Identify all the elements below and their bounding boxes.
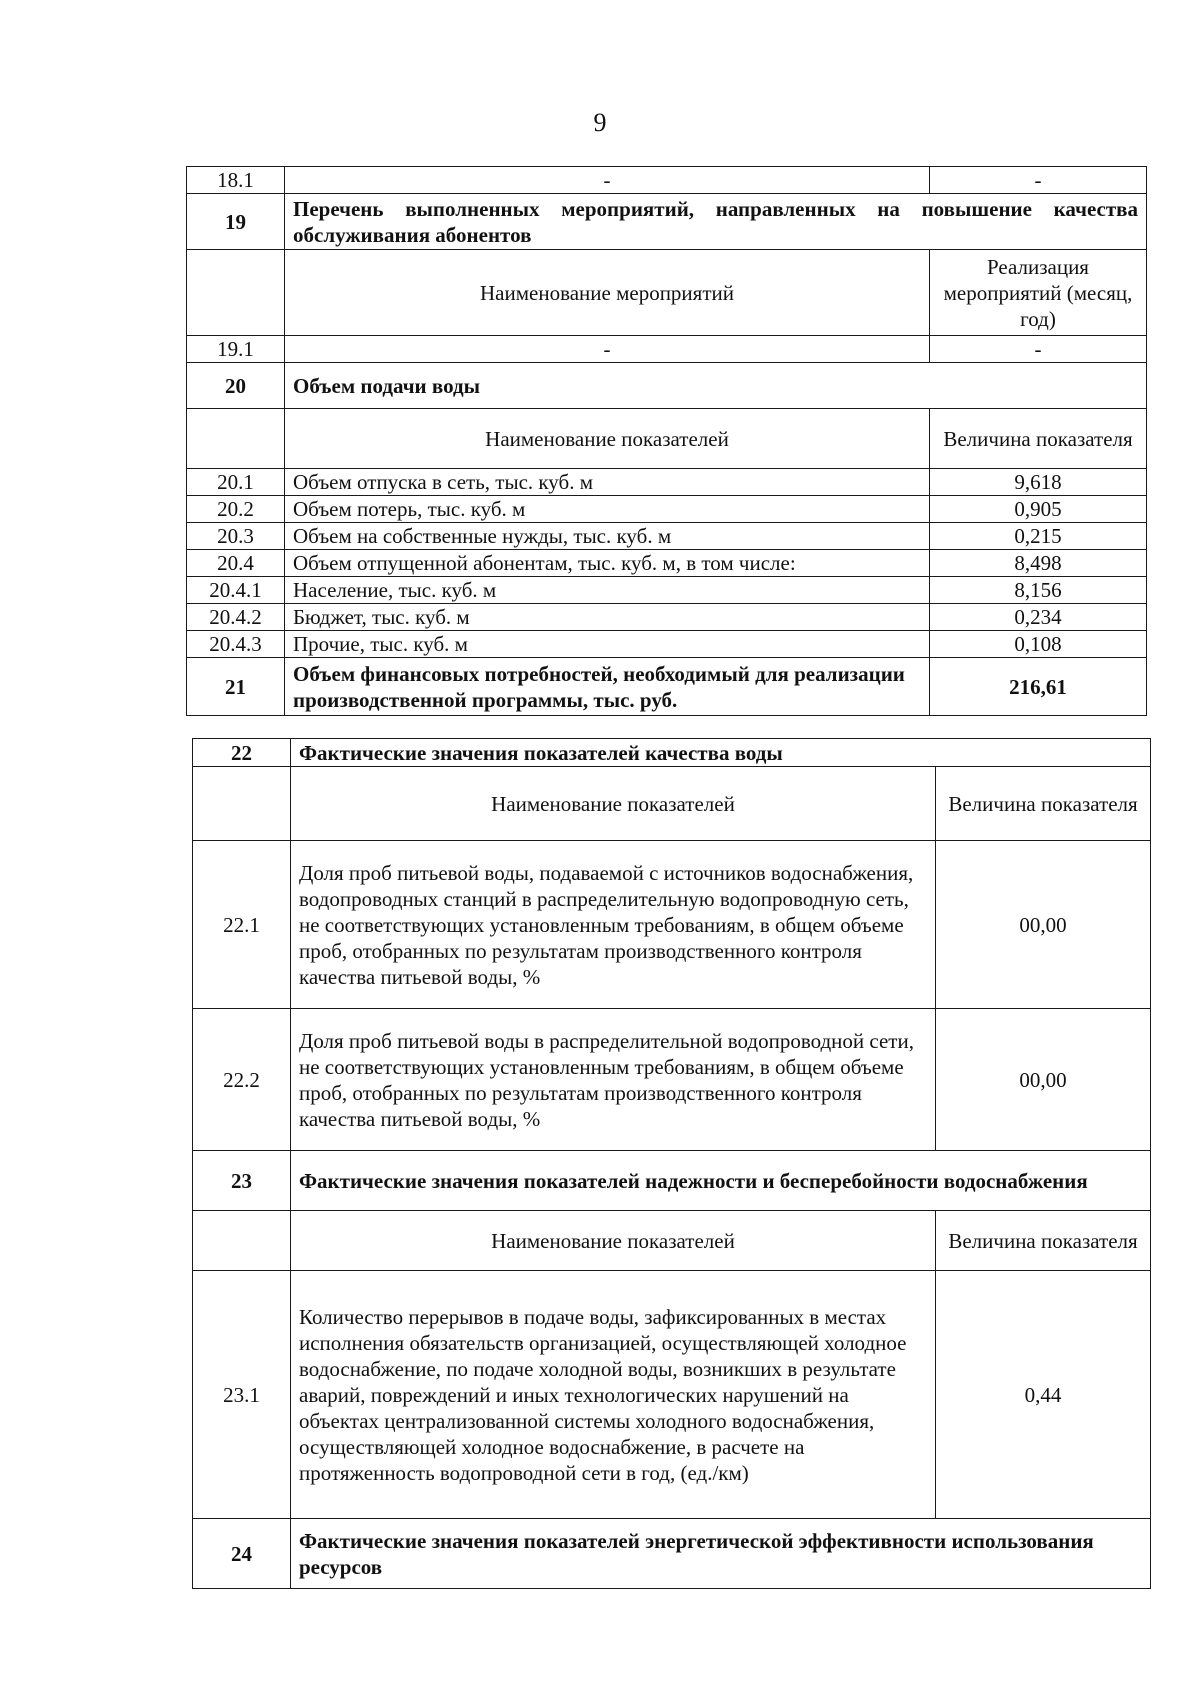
table-row (187, 577, 1147, 604)
section-number: 19 (187, 194, 285, 250)
row-value: - (930, 167, 1147, 194)
section-number: 24 (193, 1519, 291, 1589)
section-number: 21 (187, 658, 285, 716)
row-number: 18.1 (187, 167, 285, 194)
header-empty-cell (187, 409, 285, 469)
table-row-22-2 (193, 1009, 1151, 1151)
row-number: 20.4.1 (187, 577, 285, 604)
header-row-23 (193, 1211, 1151, 1271)
section-title: Объем финансовых потребностей, необходимый для реализации производственной программы, тыс. руб. (285, 658, 930, 716)
header-value: Величина показателя (930, 409, 1147, 469)
row-name: Доля проб питьевой воды в распределительной водопроводной сети, не соответствующих установленным требованиям, в общем объеме проб, отобранных по результатам производственного контроля качества питьевой воды, % (291, 1009, 936, 1151)
section-row-20 (187, 363, 1147, 409)
row-value: 8,498 (930, 550, 1147, 577)
section-row-22 (193, 739, 1151, 767)
row-value: 0,905 (930, 496, 1147, 523)
row-name: Количество перерывов в подаче воды, зафиксированных в местах исполнения обязательств организацией, осуществляющей холодное водоснабжение, по подаче холодной воды, возникших в результате аварий, повреждений и иных технологических нарушений на объектах централизованной системы холодного водоснабжения, осуществляющей холодное водоснабжение, в расчете на протяженность водопроводной сети в год, (ед./км) (291, 1271, 936, 1519)
section-title: Фактические значения показателей качества воды (291, 739, 1151, 767)
section-value: 216,61 (930, 658, 1147, 716)
section-number: 23 (193, 1151, 291, 1211)
section-title: Перечень выполненных мероприятий, направленных на повышение качества обслуживания абонентов (285, 194, 1147, 250)
row-number: 20.4.3 (187, 631, 285, 658)
section-title: Объем подачи воды (285, 363, 1147, 409)
table-row-18-1 (187, 167, 1147, 194)
row-number: 22.2 (193, 1009, 291, 1151)
header-name: Наименование показателей (291, 767, 936, 841)
row-value: 0,44 (936, 1271, 1151, 1519)
header-value: Величина показателя (936, 767, 1151, 841)
table-row (187, 550, 1147, 577)
table-row-19-1 (187, 336, 1147, 363)
row-number: 19.1 (187, 336, 285, 363)
table-row (187, 496, 1147, 523)
header-value: Величина показателя (936, 1211, 1151, 1271)
row-name: Бюджет, тыс. куб. м (285, 604, 930, 631)
section-number: 22 (193, 739, 291, 767)
header-row-19 (187, 250, 1147, 336)
header-empty-cell (193, 1211, 291, 1271)
row-number: 20.4 (187, 550, 285, 577)
row-name: Объем отпущенной абонентам, тыс. куб. м, в том числе: (285, 550, 930, 577)
row-name: Объем отпуска в сеть, тыс. куб. м (285, 469, 930, 496)
section-row-21 (187, 658, 1147, 716)
header-name: Наименование показателей (285, 409, 930, 469)
header-empty-cell (193, 767, 291, 841)
page-number: 9 (593, 108, 607, 137)
table-production-program-part1 (186, 166, 1147, 716)
row-name: Население, тыс. куб. м (285, 577, 930, 604)
table-row-22-1 (193, 841, 1151, 1009)
table-row (187, 469, 1147, 496)
row-number: 20.4.2 (187, 604, 285, 631)
section-title: Фактические значения показателей надежности и бесперебойности водоснабжения (291, 1151, 1151, 1211)
row-value: 8,156 (930, 577, 1147, 604)
row-name: Объем на собственные нужды, тыс. куб. м (285, 523, 930, 550)
section-number: 20 (187, 363, 285, 409)
row-name: Прочие, тыс. куб. м (285, 631, 930, 658)
row-number: 20.1 (187, 469, 285, 496)
header-name: Наименование мероприятий (285, 250, 930, 336)
row-value: 00,00 (936, 841, 1151, 1009)
table-row (187, 604, 1147, 631)
header-row-20 (187, 409, 1147, 469)
row-value: - (930, 336, 1147, 363)
header-value: Реализация мероприятий (месяц, год) (930, 250, 1147, 336)
section-row-23 (193, 1151, 1151, 1211)
table-row-23-1 (193, 1271, 1151, 1519)
row-number: 20.3 (187, 523, 285, 550)
section-row-24 (193, 1519, 1151, 1589)
table-row (187, 523, 1147, 550)
row-value: 0,215 (930, 523, 1147, 550)
section-row-19 (187, 194, 1147, 250)
table-production-program-part2 (192, 738, 1151, 1589)
header-name: Наименование показателей (291, 1211, 936, 1271)
section-title: Фактические значения показателей энергетической эффективности использования ресурсов (291, 1519, 1151, 1589)
row-value: 00,00 (936, 1009, 1151, 1151)
row-value: 0,108 (930, 631, 1147, 658)
row-number: 22.1 (193, 841, 291, 1009)
row-name: Объем потерь, тыс. куб. м (285, 496, 930, 523)
header-empty-cell (187, 250, 285, 336)
row-name: - (285, 336, 930, 363)
header-row-22 (193, 767, 1151, 841)
row-value: 9,618 (930, 469, 1147, 496)
row-name: Доля проб питьевой воды, подаваемой с источников водоснабжения, водопроводных станций в распределительную водопроводную сеть, не соответствующих установленным требованиям, в общем объеме проб, отобранных по результатам производственного контроля качества питьевой воды, % (291, 841, 936, 1009)
table-row (187, 631, 1147, 658)
row-number: 23.1 (193, 1271, 291, 1519)
row-name: - (285, 167, 930, 194)
row-number: 20.2 (187, 496, 285, 523)
row-value: 0,234 (930, 604, 1147, 631)
